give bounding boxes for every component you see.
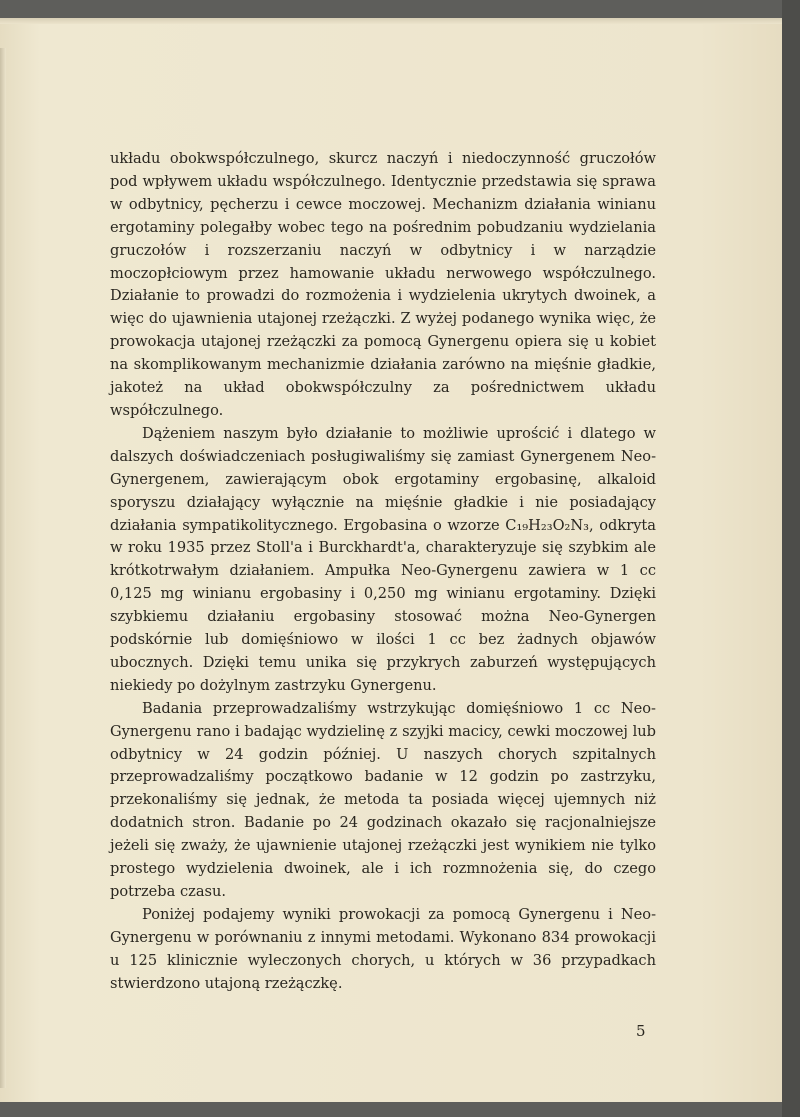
page-top-edge bbox=[0, 18, 782, 24]
page-number: 5 bbox=[636, 1022, 646, 1040]
paragraph-2: Dążeniem naszym było działanie to możliwie uprościć i dlatego w dalszych doświadczeniach posługiwaliśmy się zamiast Gynergenem Neo-Gynergenem, zawierającym obok ergotaminy ergobasinę, alkaloid sporyszu działający wyłącznie na mięśnie gładkie i nie posiadający działania sympatikolitycznego. Ergobasina o wzorze C₁₉H₂₃O₂N₃, odkryta w roku 1935 przez Stoll'a i Burckhardt'a, charakteryzuje się szybkim ale krótkotrwałym działaniem. Ampułka Neo-Gynergenu zawiera w 1 cc 0,125 mg winianu ergobasiny i 0,250 mg winianu ergotaminy. Dzięki szybkiemu działaniu ergobasiny stosować można Neo-Gynergen podskórnie lub domięśniowo w ilości 1 cc bez żadnych objawów ubocznych. Dzięki temu unika się przykrych zaburzeń występujących niekiedy po dożylnym zastrzyku Gynergenu. bbox=[110, 424, 656, 694]
scanner-background-strip bbox=[782, 0, 800, 1117]
page-binding-shadow bbox=[0, 48, 6, 1088]
book-page bbox=[0, 18, 782, 1102]
paragraph-1: układu obokwspółczulnego, skurcz naczyń i niedoczynność gruczołów pod wpływem układu współczulnego. Identycznie przedstawia się sprawa w odbytnicy, pęcherzu i cewce moczowej. Mechanizm działania winianu ergotaminy polegałby wobec tego na pośrednim pobudzaniu wydzielania gruczołów i rozszerzaniu naczyń w odbytnicy i w narządzie moczopłciowym przez hamowanie układu nerwowego współczulnego. Działanie to prowadzi do rozmożenia i wydzielenia ukrytych dwoinek, a więc do ujawnienia utajonej rzeżączki. Z wyżej podanego wynika więc, że prowokacja utajonej rzeżączki za pomocą Gynergenu opiera się u kobiet na skomplikowanym mechanizmie działania zarówno na mięśnie gładkie, jakoteż na układ obokwspółczulny za pośrednictwem układu współczulnego. bbox=[110, 150, 656, 419]
paragraph-3: Badania przeprowadzaliśmy wstrzykując domięśniowo 1 cc Neo-Gynergenu rano i badając wydzielinę z szyjki macicy, cewki moczowej lub odbytnicy w 24 godzin później. U naszych chorych szpitalnych przeprowadzaliśmy początkowo badanie w 12 godzin po zastrzyku, przekonaliśmy się jednak, że metoda ta posiada więcej ujemnych niż dodatnich stron. Badanie po 24 godzinach okazało się racjonalniejsze jeżeli się zważy, że ujawnienie utajonej rzeżączki jest wynikiem nie tylko prostego wydzielenia dwoinek, ale i ich rozmnożenia się, do czego potrzeba czasu. bbox=[110, 699, 656, 900]
paragraph-4: Poniżej podajemy wyniki prowokacji za pomocą Gynergenu i Neo-Gynergenu w porównaniu z innymi metodami. Wykonano 834 prowokacji u 125 klinicznie wyleczonych chorych, u których w 36 przypadkach stwierdzono utajoną rzeżączkę. bbox=[110, 905, 656, 992]
body-text bbox=[110, 148, 656, 996]
